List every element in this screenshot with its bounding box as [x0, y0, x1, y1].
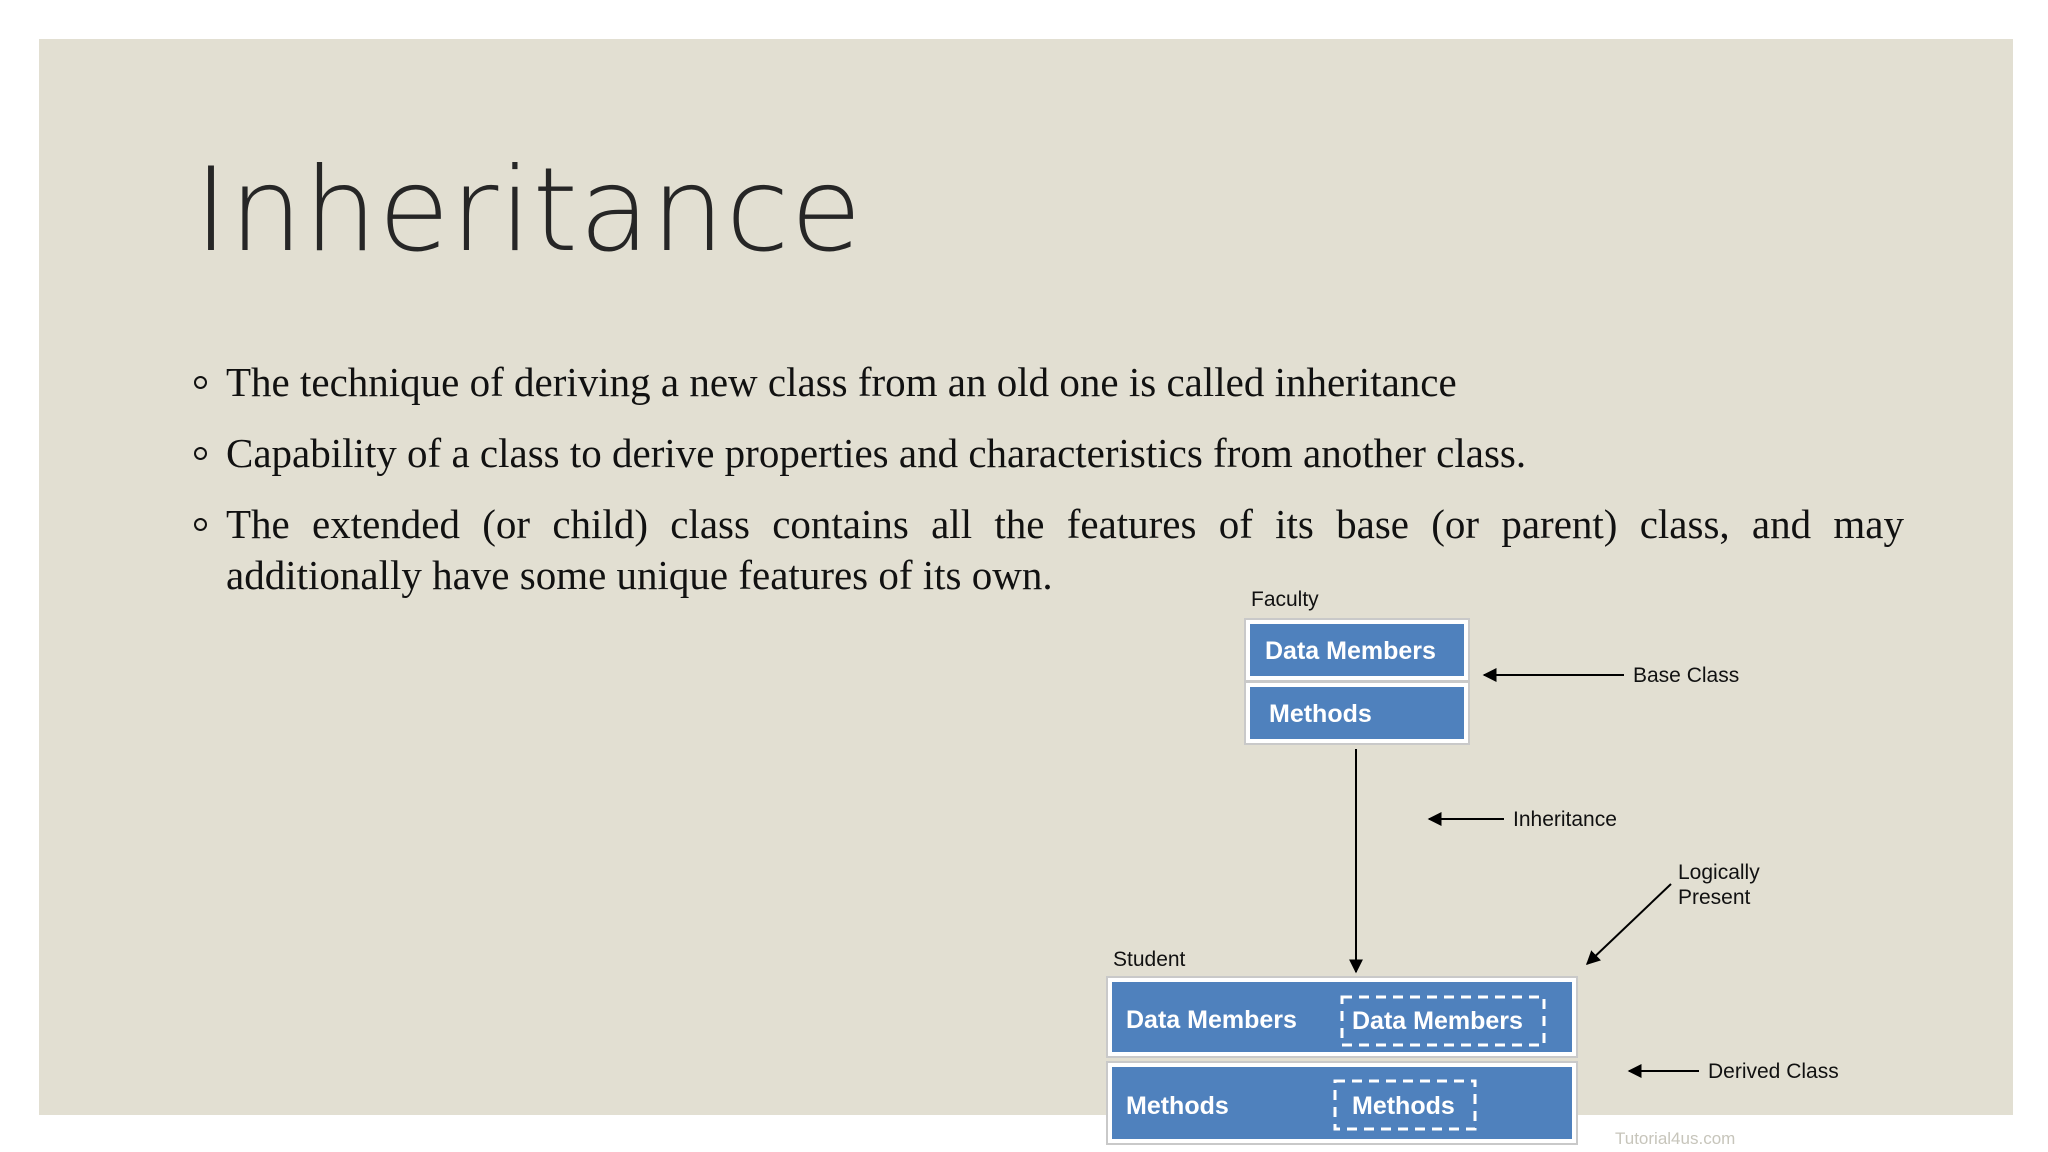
inherited-data-members: Data Members: [1352, 1007, 1523, 1035]
slide: [39, 39, 2013, 1148]
derived-class-box: [1107, 977, 1577, 1144]
base-class-label: Base Class: [1633, 664, 1740, 687]
bullet-item: The technique of deriving a new class from an old one is called inheritance: [194, 357, 1904, 408]
bullet-item: The extended (or child) class contains all the features of its base (or parent) class, and may additionally have some unique features of its own.: [194, 499, 1904, 601]
bullet-item: Capability of a class to derive properties and characteristics from another class.: [194, 428, 1904, 479]
base-methods: Methods: [1269, 700, 1372, 728]
logically-present-label-line1: Logically: [1678, 861, 1760, 884]
slide-title: Inheritance: [194, 143, 863, 278]
derived-class-caption: Student: [1113, 948, 1186, 971]
base-data-members: Data Members: [1265, 637, 1436, 665]
logically-present-arrow: [1587, 884, 1671, 964]
base-class-box: [1245, 619, 1469, 744]
derived-class-label: Derived Class: [1708, 1060, 1839, 1083]
derived-data-members: Data Members: [1126, 1006, 1297, 1034]
derived-methods: Methods: [1126, 1092, 1229, 1120]
logically-present-label-line2: Present: [1678, 886, 1751, 909]
base-class-caption: Faculty: [1251, 588, 1319, 611]
inheritance-diagram: [1099, 579, 1859, 1148]
inherited-methods: Methods: [1352, 1092, 1455, 1120]
inheritance-label: Inheritance: [1513, 808, 1617, 831]
watermark: Tutorial4us.com: [1615, 1129, 1736, 1148]
